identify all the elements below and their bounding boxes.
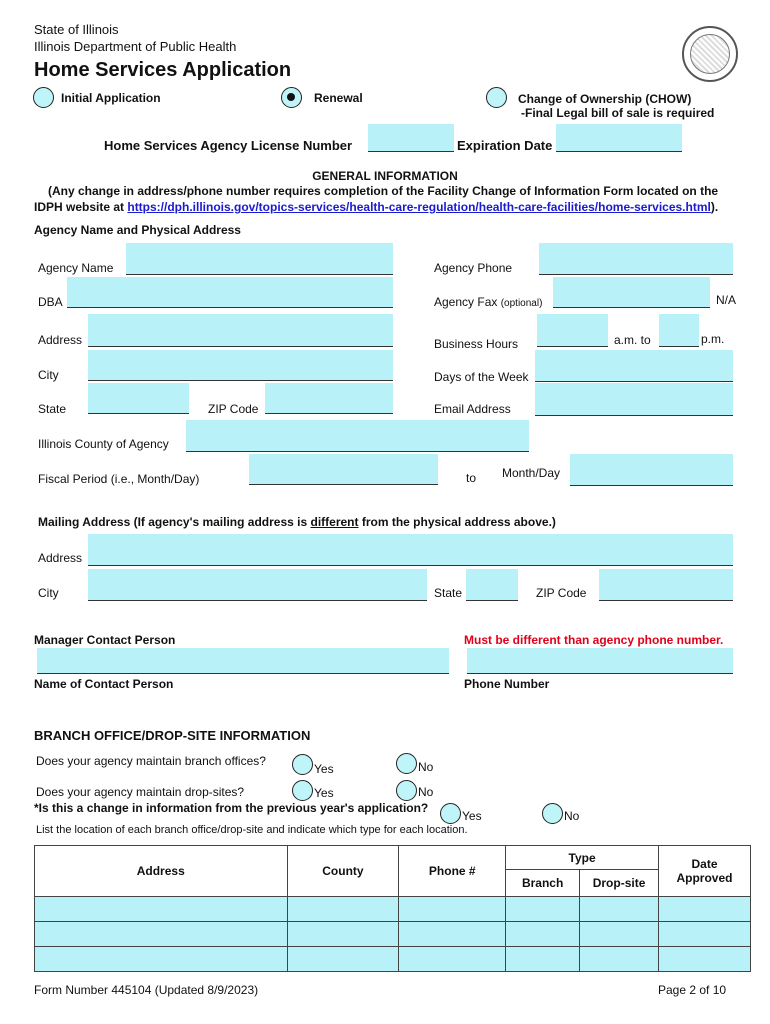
zip-field[interactable] — [265, 383, 393, 414]
branch-cell[interactable] — [506, 897, 580, 922]
mailing-heading-prefix: Mailing Address (If agency's mailing address is — [38, 515, 311, 529]
hours-open-field[interactable] — [537, 314, 608, 347]
license-number-field[interactable] — [368, 124, 454, 152]
manager-heading: Manager Contact Person — [34, 633, 176, 647]
fiscal-start-field[interactable] — [249, 454, 438, 485]
table-row — [35, 922, 751, 947]
chow-radio[interactable] — [486, 87, 507, 108]
branch-cell[interactable] — [506, 947, 580, 972]
fiscal-month-day-label: Month/Day — [502, 466, 561, 480]
agency-phone-field[interactable] — [539, 243, 733, 275]
fiscal-end-field[interactable] — [570, 454, 733, 486]
drop-site-no-radio[interactable] — [396, 780, 417, 801]
general-info-notice: (Any change in address/phone number requires completion of the Facility Change of Information Form located on the — [48, 184, 719, 198]
initial-application-label: Initial Application — [61, 91, 161, 105]
mailing-zip-label: ZIP Code — [536, 586, 587, 600]
mailing-zip-field[interactable] — [599, 569, 733, 601]
drop-site-no-label: No — [418, 785, 434, 799]
contact-name-label: Name of Contact Person — [34, 677, 174, 691]
days-of-week-field[interactable] — [535, 350, 733, 382]
branch-heading: BRANCH OFFICE/DROP-SITE INFORMATION — [34, 728, 311, 743]
expiration-date-field[interactable] — [556, 124, 682, 152]
branch-table — [34, 845, 751, 972]
expiration-date-label: Expiration Date — [457, 138, 553, 153]
address-cell[interactable] — [35, 947, 288, 972]
city-field[interactable] — [88, 350, 393, 381]
address-cell[interactable] — [35, 897, 288, 922]
county-field[interactable] — [186, 420, 529, 452]
pm-label: p.m. — [701, 332, 725, 346]
branch-cell[interactable] — [506, 922, 580, 947]
contact-phone-label: Phone Number — [464, 677, 550, 691]
license-number-label: Home Services Agency License Number — [104, 138, 353, 153]
agency-fax-label — [434, 295, 542, 309]
agency-name-label: Agency Name — [38, 261, 114, 275]
mailing-address-field[interactable] — [88, 534, 733, 566]
col-drop-site: Drop-site — [580, 870, 659, 897]
col-branch: Branch — [506, 870, 580, 897]
initial-application-radio[interactable] — [33, 87, 54, 108]
county-label: Illinois County of Agency — [38, 437, 169, 451]
address-label: Address — [38, 333, 83, 347]
drop-site-cell[interactable] — [580, 947, 659, 972]
col-address: Address — [35, 846, 288, 897]
drop-site-question: Does your agency maintain drop-sites? — [36, 785, 245, 799]
branch-no-label: No — [418, 760, 434, 774]
mailing-heading — [38, 515, 556, 529]
date-approved-cell[interactable] — [658, 947, 750, 972]
mailing-city-label: City — [38, 586, 59, 600]
notice-prefix: IDPH website at — [34, 200, 128, 214]
email-label: Email Address — [434, 402, 511, 416]
drop-site-yes-radio[interactable] — [292, 780, 313, 801]
phone-cell[interactable] — [399, 922, 506, 947]
mailing-state-label: State — [434, 586, 463, 600]
table-row — [35, 897, 751, 922]
mailing-heading-suffix: from the physical address above.) — [358, 515, 556, 529]
city-label: City — [38, 368, 59, 382]
county-cell[interactable] — [287, 947, 399, 972]
county-cell[interactable] — [287, 897, 399, 922]
page-number: Page 2 of 10 — [658, 983, 727, 997]
contact-phone-field[interactable] — [467, 648, 733, 674]
hours-close-field[interactable] — [659, 314, 699, 347]
fiscal-to-label: to — [466, 471, 477, 485]
change-question: *Is this a change in information from the previous year's application? — [34, 801, 429, 815]
contact-name-field[interactable] — [37, 648, 449, 674]
table-row — [35, 947, 751, 972]
col-type: Type — [506, 846, 659, 870]
renewal-radio[interactable] — [281, 87, 302, 108]
dba-field[interactable] — [67, 277, 393, 308]
chow-note: -Final Legal bill of sale is required — [521, 106, 715, 120]
chow-label: Change of Ownership (CHOW) — [518, 92, 692, 106]
mailing-city-field[interactable] — [88, 569, 427, 601]
phone-cell[interactable] — [399, 897, 506, 922]
agency-section-label: Agency Name and Physical Address — [34, 223, 241, 237]
phone-cell[interactable] — [399, 947, 506, 972]
dba-label: DBA — [38, 295, 63, 309]
county-cell[interactable] — [287, 922, 399, 947]
agency-fax-optional: (optional) — [500, 298, 543, 309]
state-field-label: State — [38, 402, 67, 416]
branch-instruction: List the location of each branch office/drop-site and indicate which type for each location. — [36, 824, 468, 836]
branch-yes-label: Yes — [314, 762, 334, 776]
zip-label: ZIP Code — [208, 402, 259, 416]
change-yes-label: Yes — [462, 809, 482, 823]
general-info-notice-line2 — [34, 200, 718, 214]
agency-fax-na: N/A — [716, 293, 737, 307]
state-field[interactable] — [88, 383, 189, 414]
page-title: Home Services Application — [34, 59, 292, 81]
date-approved-cell[interactable] — [658, 922, 750, 947]
business-hours-label: Business Hours — [434, 337, 519, 351]
general-info-heading: GENERAL INFORMATION — [312, 169, 458, 183]
change-yes-radio[interactable] — [440, 803, 461, 824]
col-county: County — [287, 846, 399, 897]
fiscal-period-label: Fiscal Period (i.e., Month/Day) — [38, 472, 200, 486]
am-to-label: a.m. to — [614, 333, 651, 347]
branch-yes-radio[interactable] — [292, 754, 313, 775]
agency-fax-text: Agency Fax — [434, 295, 498, 309]
branch-no-radio[interactable] — [396, 753, 417, 774]
change-no-radio[interactable] — [542, 803, 563, 824]
days-of-week-label: Days of the Week — [434, 370, 529, 384]
department-label: Illinois Department of Public Health — [34, 39, 237, 54]
branch-question: Does your agency maintain branch offices? — [36, 754, 266, 768]
drop-site-cell[interactable] — [580, 897, 659, 922]
email-field[interactable] — [535, 383, 733, 416]
notice-suffix: ). — [710, 200, 719, 214]
phone-warning: Must be different than agency phone number. — [464, 633, 724, 647]
mailing-address-label: Address — [38, 551, 83, 565]
idph-website-link[interactable]: https://dph.illinois.gov/topics-services/health-care-regulation/health-care-facilities/home-services.html — [127, 200, 711, 214]
col-phone: Phone # — [399, 846, 506, 897]
renewal-label: Renewal — [314, 91, 363, 105]
address-field[interactable] — [88, 314, 393, 347]
mailing-heading-underlined: different — [310, 515, 359, 529]
date-approved-cell[interactable] — [658, 897, 750, 922]
agency-phone-label: Agency Phone — [434, 261, 513, 275]
state-label: State of Illinois — [34, 22, 119, 37]
agency-fax-field[interactable] — [553, 277, 710, 308]
col-date-approved: Date Approved — [658, 846, 750, 897]
mailing-state-field[interactable] — [466, 569, 518, 601]
change-no-label: No — [564, 809, 580, 823]
agency-name-field[interactable] — [126, 243, 393, 275]
address-cell[interactable] — [35, 922, 288, 947]
drop-site-yes-label: Yes — [314, 786, 334, 800]
form-number: Form Number 445104 (Updated 8/9/2023) — [34, 983, 259, 997]
state-seal-icon — [682, 26, 738, 82]
drop-site-cell[interactable] — [580, 922, 659, 947]
